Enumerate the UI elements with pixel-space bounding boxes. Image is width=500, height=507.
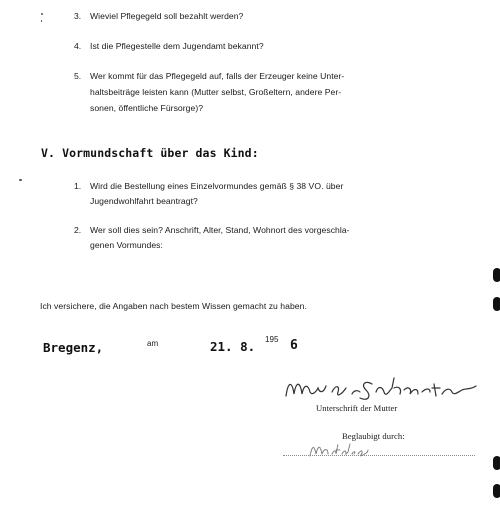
question-3-text: Wieviel Pflegegeld soll bezahlt werden? [90, 11, 244, 21]
v-question-2-line-1: Wer soll dies sein? Anschrift, Alter, Stand, Wohnort des vorgeschla- [90, 225, 350, 235]
certification-label: Beglaubigt durch: [342, 431, 405, 441]
section-v-heading: V. Vormundschaft über das Kind: [41, 146, 259, 160]
question-4-text: Ist die Pflegestelle dem Jugendamt bekannt? [90, 41, 264, 51]
question-5-line-3: sonen, öffentliche Fürsorge)? [90, 103, 204, 113]
scan-speck-2 [41, 20, 42, 22]
punch-hole-3 [493, 456, 500, 470]
question-5-number: 5. [74, 71, 82, 81]
declaration-text: Ich versichere, die Angaben nach bestem Wissen gemacht zu haben. [40, 301, 307, 311]
v-question-1-line-2: Jugendwohlfahrt beantragt? [90, 196, 198, 206]
punch-hole-2 [493, 297, 500, 311]
v-question-1-line-1: Wird die Bestellung eines Einzelvormundes gemäß § 38 VO. über [90, 181, 344, 191]
signature-label: Unterschrift der Mutter [316, 403, 398, 413]
question-3-number: 3. [74, 11, 82, 21]
punch-hole-4 [493, 484, 500, 498]
question-5-line-1: Wer kommt für das Pflegegeld auf, falls der Erzeuger keine Unter- [90, 71, 345, 81]
place-name: Bregenz, [43, 340, 104, 355]
date-value: 21. 8. [210, 339, 256, 354]
v-question-1-number: 1. [74, 181, 82, 191]
am-label: am [147, 339, 159, 348]
punch-hole-1 [493, 268, 500, 282]
scan-speck-3 [19, 179, 22, 181]
year-prefix: 195 [265, 335, 279, 344]
scan-speck-1 [41, 13, 43, 15]
v-question-2-number: 2. [74, 225, 82, 235]
certification-signature [306, 440, 370, 460]
year-suffix: 6 [290, 338, 298, 353]
v-question-2-line-2: genen Vormundes: [90, 240, 163, 250]
question-4-number: 4. [74, 41, 82, 51]
question-5-line-2: haltsbeiträge leisten kann (Mutter selbst, Großeltern, andere Per- [90, 87, 342, 97]
certification-signature-line [283, 455, 475, 456]
